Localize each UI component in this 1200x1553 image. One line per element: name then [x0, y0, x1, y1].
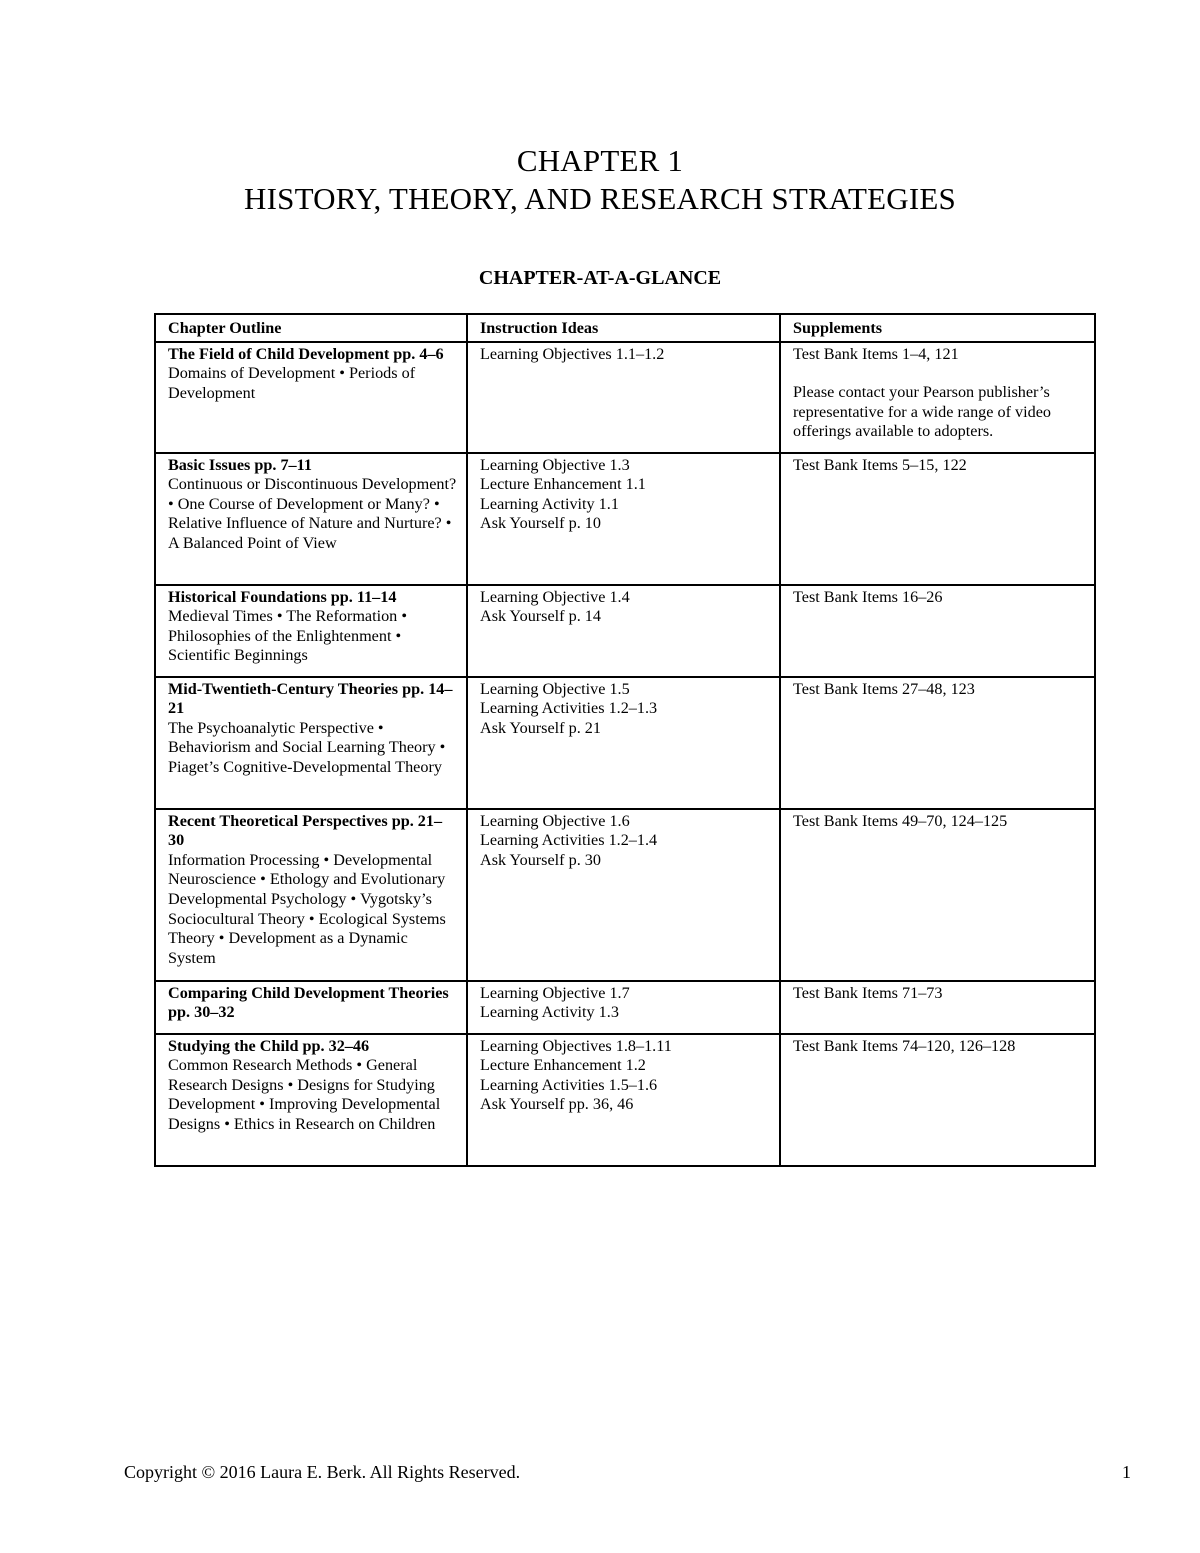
table-row [155, 585, 1095, 677]
instruction-item: Lecture Enhancement 1.1 [480, 475, 646, 494]
table-header-row [155, 314, 1095, 342]
supplements-cell [780, 981, 1095, 1034]
supplement-item: Test Bank Items 1–4, 121 [793, 344, 959, 363]
outline-description: The Psychoanalytic Perspective • Behaviorism and Social Learning Theory • Piaget’s Cognitive-Developmental Theory [168, 718, 446, 776]
instruction-item: Learning Activities 1.2–1.3 [480, 699, 658, 718]
table-row [155, 981, 1095, 1034]
page-number: 1 [1122, 1462, 1131, 1482]
outline-title: Studying the Child pp. 32–46 [168, 1036, 370, 1055]
outline-cell [155, 453, 467, 585]
instruction-item: Learning Objectives 1.8–1.11 [480, 1036, 672, 1055]
outline-description: Continuous or Discontinuous Development? • One Course of Development or Many? • Relative Influence of Nature and Nurture? • A Balanced Point of View [168, 475, 457, 552]
instruction-item: Learning Objective 1.5 [480, 679, 630, 698]
instruction-cell [467, 677, 780, 809]
instruction-item: Learning Activities 1.5–1.6 [480, 1075, 658, 1094]
chapter-number: CHAPTER 1 [516, 143, 684, 178]
supplements-cell [780, 677, 1095, 809]
supplement-item: Test Bank Items 49–70, 124–125 [793, 811, 1008, 830]
instruction-item: Ask Yourself p. 10 [480, 514, 601, 533]
instruction-cell [467, 585, 780, 677]
supplements-cell [780, 342, 1095, 453]
instruction-item: Learning Objective 1.6 [480, 811, 630, 830]
instruction-cell [467, 342, 780, 453]
outline-title: Historical Foundations pp. 11–14 [168, 587, 397, 606]
instruction-item: Learning Objective 1.7 [480, 983, 630, 1002]
table-row [155, 809, 1095, 981]
instruction-cell [467, 1034, 780, 1166]
instruction-cell [467, 809, 780, 981]
instruction-cell [467, 981, 780, 1034]
instruction-item: Ask Yourself p. 14 [480, 607, 601, 626]
supplements-cell [780, 809, 1095, 981]
supplement-item: Test Bank Items 16–26 [793, 587, 943, 606]
outline-title: The Field of Child Development pp. 4–6 [168, 344, 444, 363]
outline-description: Medieval Times • The Reformation • Philosophies of the Enlightenment • Scientific Beginnings [168, 607, 407, 665]
chapter-at-a-glance-table [154, 313, 1096, 1167]
supplement-item: Test Bank Items 5–15, 122 [793, 455, 967, 474]
supplement-item: Test Bank Items 27–48, 123 [793, 679, 975, 698]
outline-cell [155, 342, 467, 453]
outline-title: Recent Theoretical Perspectives pp. 21–30 [168, 811, 443, 850]
outline-description: Domains of Development • Periods of Development [168, 364, 416, 402]
instruction-item: Lecture Enhancement 1.2 [480, 1056, 646, 1075]
supplement-item: Test Bank Items 74–120, 126–128 [793, 1036, 1016, 1055]
instruction-item: Ask Yourself pp. 36, 46 [480, 1095, 634, 1114]
instruction-item: Learning Activities 1.2–1.4 [480, 831, 658, 850]
supplements-cell [780, 453, 1095, 585]
outline-title: Mid-Twentieth-Century Theories pp. 14–21 [168, 679, 453, 718]
supplements-cell [780, 585, 1095, 677]
table-row [155, 342, 1095, 453]
instruction-item: Ask Yourself p. 21 [480, 718, 601, 737]
chapter-title: HISTORY, THEORY, AND RESEARCH STRATEGIES [244, 181, 956, 216]
supplements-cell [780, 1034, 1095, 1166]
outline-cell [155, 1034, 467, 1166]
supplement-item: Test Bank Items 71–73 [793, 983, 943, 1002]
instruction-item: Ask Yourself p. 30 [480, 850, 601, 869]
copyright-notice: Copyright © 2016 Laura E. Berk. All Rights Reserved. [124, 1462, 521, 1482]
column-header-supplements: Supplements [780, 314, 1095, 342]
instruction-item: Learning Objective 1.4 [480, 587, 630, 606]
outline-title: Comparing Child Development Theories pp. 30–32 [168, 983, 449, 1022]
outline-cell [155, 981, 467, 1034]
instruction-item: Learning Activity 1.3 [480, 1003, 619, 1022]
outline-title: Basic Issues pp. 7–11 [168, 455, 312, 474]
outline-cell [155, 677, 467, 809]
instruction-item: Learning Objectives 1.1–1.2 [480, 344, 665, 363]
outline-description: Common Research Methods • General Research Designs • Designs for Studying Development • Improving Developmental Designs • Ethics in Research on Children [168, 1056, 441, 1133]
chapter-at-a-glance-heading: CHAPTER-AT-A-GLANCE [478, 267, 722, 289]
table-row [155, 453, 1095, 585]
table-row [155, 677, 1095, 809]
instruction-item: Learning Objective 1.3 [480, 455, 630, 474]
outline-description: Information Processing • Developmental Neuroscience • Ethology and Evolutionary Developmental Psychology • Vygotsky’s Sociocultural Theory • Ecological Systems Theory • Development as a Dynamic System [168, 850, 446, 967]
outline-cell [155, 809, 467, 981]
column-header-instruction: Instruction Ideas [467, 314, 780, 342]
table-row [155, 1034, 1095, 1166]
instruction-item: Learning Activity 1.1 [480, 494, 619, 513]
supplement-note: Please contact your Pearson publisher’s representative for a wide range of video offerings available to adopters. [793, 383, 1051, 441]
instruction-cell [467, 453, 780, 585]
outline-cell [155, 585, 467, 677]
column-header-outline: Chapter Outline [155, 314, 467, 342]
